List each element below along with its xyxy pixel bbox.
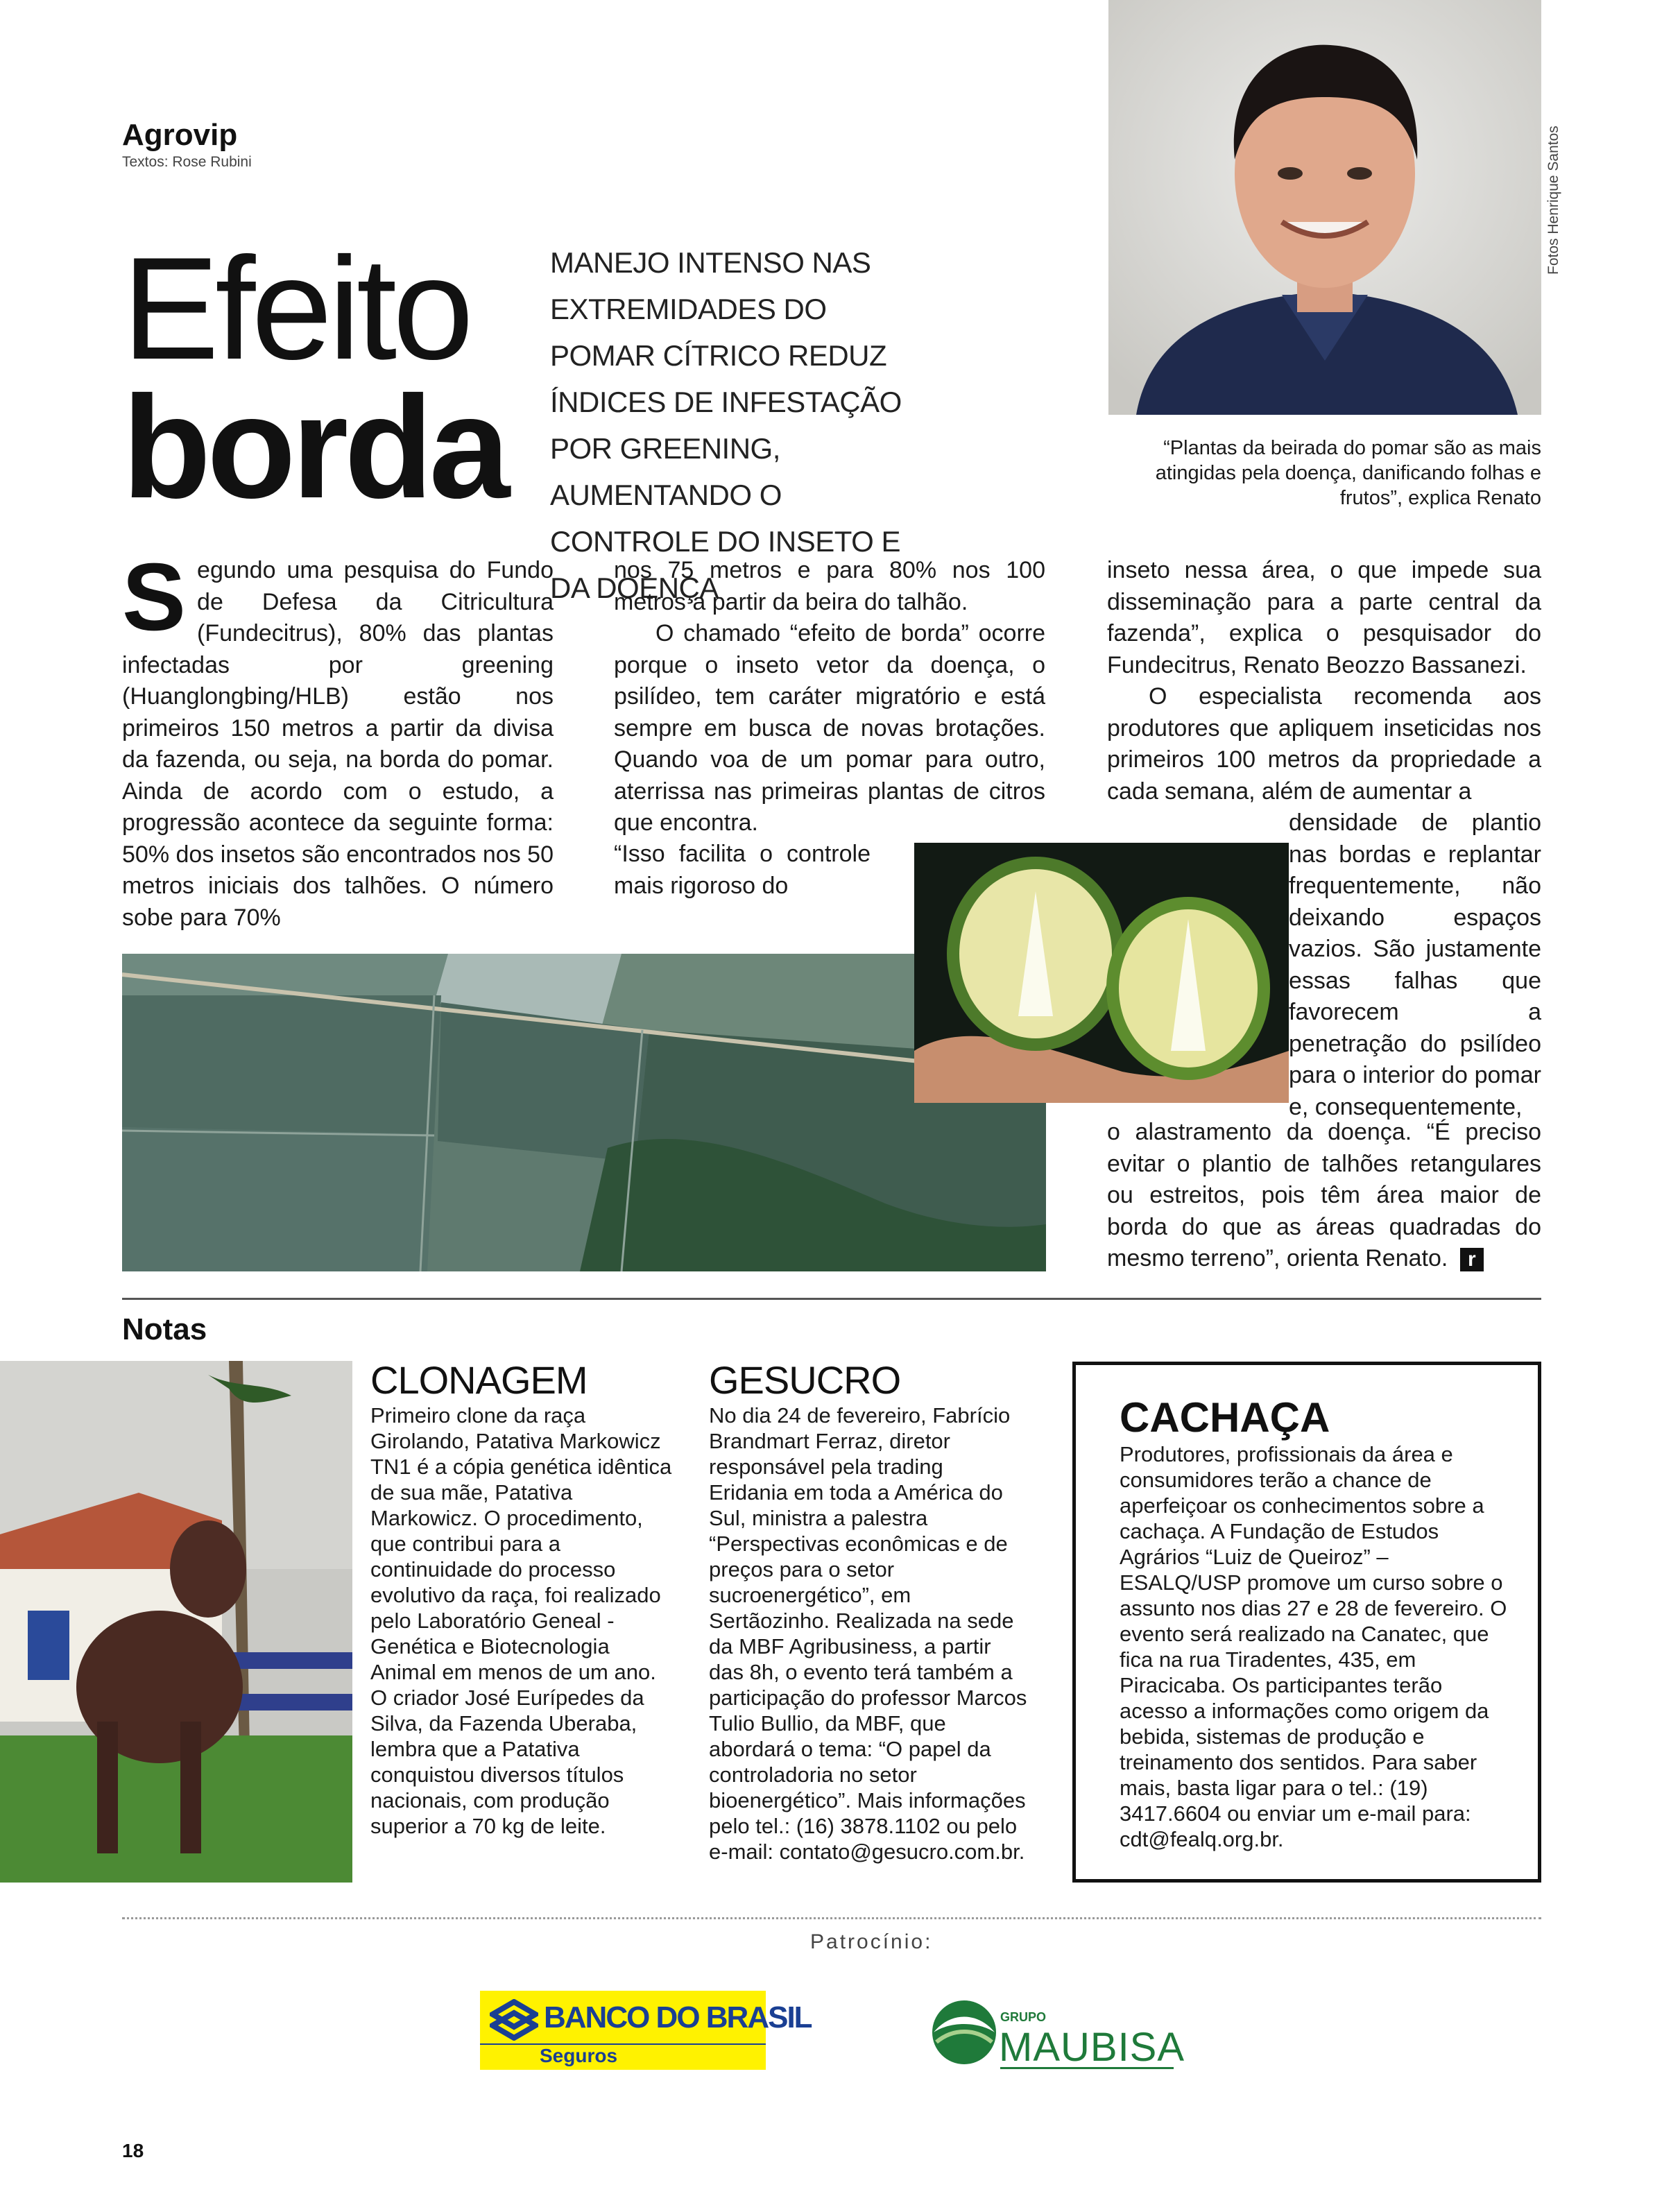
bb-sub: Seguros — [540, 2045, 618, 2066]
sponsor-divider — [122, 1917, 1541, 1919]
drop-cap: S — [122, 544, 187, 651]
maubisa-group: GRUPO — [1000, 2010, 1047, 2024]
article-title-line2: borda — [122, 366, 506, 529]
column-3-paragraph-3: densidade de plantio nas bordas e replantar frequentemente, não deixando espaços vazios. São justamente essas falhas que favorecem a penetração do psilídeo para o interior do pomar e, consequentemente, — [1289, 809, 1541, 1120]
note-gesucro-title: GESUCRO — [709, 1358, 901, 1402]
column-3-paragraph-4 — [1107, 1117, 1541, 1275]
section-divider — [122, 1298, 1541, 1300]
article-column-1 — [122, 544, 554, 934]
column-2-paragraph-1: nos 75 metros e para 80% nos 100 metros a partir da beira do talhão. — [614, 557, 1045, 615]
column-3-paragraph-2: O especialista recomenda aos produtores que apliquem inseticidas nos primeiros 100 metros da propriedade a cada semana, além de aumentar a — [1107, 683, 1541, 805]
photo-caption: “Plantas da beirada do pomar são as mais atingidas pela doença, danificando folhas e frutos”, explica Renato — [1155, 437, 1541, 509]
calf-photo — [0, 1361, 352, 1883]
maubisa-logo — [929, 1998, 1185, 2074]
maubisa-name: MAUBISA — [999, 2025, 1185, 2070]
note-clonagem-title: CLONAGEM — [370, 1358, 588, 1402]
page-number: 18 — [122, 2140, 144, 2161]
column-3-paragraph-1: inseto nessa área, o que impede sua disseminação para a parte central da fazenda”, explica o pesquisador do Fundecitrus, Renato Beozzo Bassanezi. — [1107, 557, 1541, 678]
author-credit: Textos: Rose Rubini — [122, 154, 252, 170]
note-clonagem-text: Primeiro clone da raça Girolando, Patativa Markowicz TN1 é a cópia genética idêntica de sua mãe, Patativa Markowicz. O procedimento, que contribui para a continuidade do processo evolutivo da raça, foi realizado pelo Laboratório Geneal - Genética e Biotecnologia Animal em menos de um ano. O criador José Eurípedes da Silva, da Fazenda Uberaba, lembra que a Patativa conquistou diversos títulos nacionais, com produção superior a 70 kg de leite. — [370, 1403, 672, 1838]
sponsor-label: Patrocínio: — [810, 1930, 933, 1953]
note-gesucro-text: No dia 24 de fevereiro, Fabrício Brandmart Ferraz, diretor responsável pela trading Eridania em toda a América do Sul, ministra a palestra “Perspectivas econômicas e de preços para o setor sucroenergético”, em Sertãozinho. Realizada na sede da MBF Agribusiness, a partir das 8h, o evento terá também a participação do professor Marcos Tulio Bullio, da MBF, que abordará o tema: “O papel da controladoria no setor bioenergético”. Mais informações pelo tel.: (16) 3878.1102 ou pelo e-mail: contato@gesucro.com.br. — [709, 1403, 1027, 1864]
article-title-line1: Efeito — [122, 227, 470, 390]
column-1-text: egundo uma pesquisa do Fundo de Defesa da Citricultura (Fundecitrus), 80% das plantas infectadas por greening (Huanglongbing/HLB) estão nos primeiros 150 metros a partir da divisa da fazenda, ou seja, na borda do pomar. Ainda de acordo com o estudo, a progressão acontece da seguinte forma: 50% dos insetos são encontrados nos 50 metros iniciais dos talhões. O número sobe para 70% — [122, 557, 554, 931]
article-deck: MANEJO INTENSO NAS EXTREMIDADES DO POMAR CÍTRICO REDUZ ÍNDICES DE INFESTAÇÃO POR GREENING, AUMENTANDO O CONTROLE DO INSETO E DA DOENÇA — [550, 246, 902, 604]
bb-name: BANCO DO BRASIL — [544, 2000, 812, 2034]
citrus-fruit-photo — [914, 843, 1289, 1103]
column-2-paragraph-3: “Isso facilita o controle mais rigoroso do — [614, 841, 871, 899]
end-mark-icon: r — [1460, 1248, 1484, 1271]
photo-credit: Fotos Henrique Santos — [1545, 126, 1561, 275]
maubisa-symbol-icon — [929, 1998, 999, 2067]
bb-symbol-icon — [490, 1999, 538, 2041]
section-label: Agrovip — [122, 118, 238, 152]
note-cachaca-text: Produtores, profissionais da área e consumidores terão a chance de aperfeiçoar os conhecimentos sobre a cachaça. A Fundação de Estudos Agrários “Luiz de Queiroz” – ESALQ/USP promove um curso sobre o assunto nos dias 27 e 28 de fevereiro. O evento será realizado na Canatec, que fica na rua Tiradentes, 435, em Piracicaba. Os participantes terão acesso a informações como origem da bebida, sistemas de produção e treinamento dos sentidos. Para saber mais, basta ligar para o tel.: (19) 3417.6604 ou enviar um e-mail para: cdt@fealq.org.br. — [1120, 1442, 1507, 1851]
portrait-photo — [1108, 0, 1541, 415]
notes-heading: Notas — [122, 1312, 207, 1346]
column-3-paragraph-4-text: o alastramento da doença. “É preciso evitar o plantio de talhões retangulares ou estreitos, pois têm área maior de borda do que as áreas quadradas do mesmo terreno”, orienta Renato. — [1107, 1119, 1541, 1271]
note-cachaca-title: CACHAÇA — [1120, 1394, 1330, 1441]
article-column-2 — [614, 555, 1045, 839]
article-column-3 — [1107, 555, 1541, 807]
aerial-orchard-photo — [122, 954, 1046, 1271]
banco-do-brasil-logo — [480, 1991, 812, 2068]
column-2-paragraph-2: O chamado “efeito de borda” ocorre porque o inseto vetor da doença, o psilídeo, tem caráter migratório e está sempre em busca de novas brotações. Quando voa de um pomar para outro, aterrissa nas primeiras plantas de citros que encontra. — [614, 620, 1045, 836]
